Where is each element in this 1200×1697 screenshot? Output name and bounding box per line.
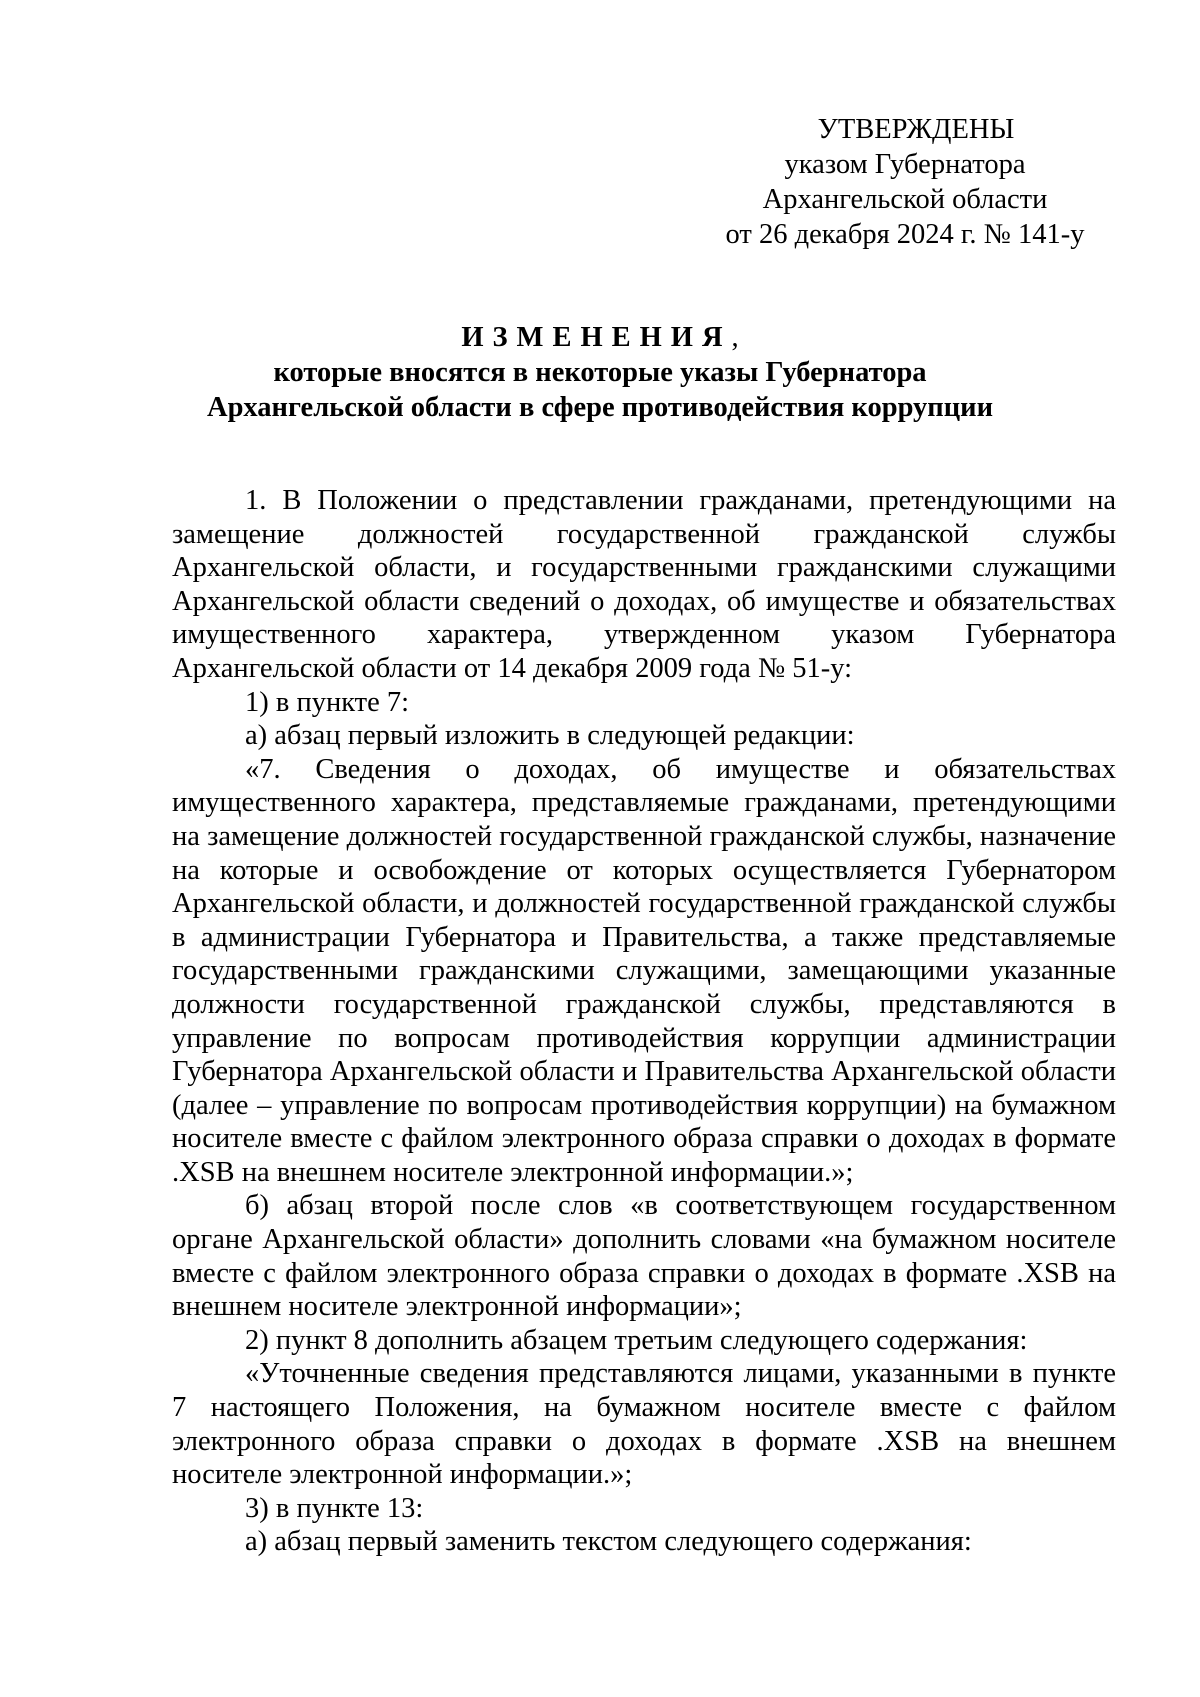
document-title-comma: , — [731, 322, 739, 353]
paragraph-subitem-1: 1) в пункте 7: — [245, 686, 410, 718]
approval-heading: УТВЕРЖДЕНЫ — [817, 114, 1015, 145]
approval-stamp-block — [680, 112, 1130, 252]
approval-date-number-line: от 26 декабря 2024 г. № 141-у — [725, 219, 1085, 250]
paragraph-quote-point-7: «7. Сведения о доходах, об имуществе и обязательствах имущественного характера, представляемые гражданами, претендующими на замещение должностей государственной гражданской службы, назначение на которые и освобождение от которых осуществляется Губернатором Архангельской области, и должностей государственной гражданской службы в администрации Губернатора и Правительства, а также представляемые государственными гражданскими служащими, замещающими указанные должности государственной гражданской службы, представляются в управление по вопросам противодействия коррупции администрации Губернатора Архангельской области и Правительства Архангельской области (далее – управление по вопросам противодействия коррупции) на бумажном носителе вместе с файлом электронного образа справки о доходах в формате .XSB на внешнем носителе электронной информации.»; — [172, 753, 1116, 1188]
document-title-block — [150, 320, 1050, 425]
approval-region-line: Архангельской области — [762, 184, 1048, 215]
paragraph-subitem-3a: а) абзац первый заменить текстом следующего содержания: — [245, 1526, 972, 1558]
document-subtitle-line-2: Архангельской области в сфере противодействия коррупции — [207, 392, 993, 423]
paragraph-subitem-3: 3) в пункте 13: — [245, 1492, 424, 1524]
paragraph-subitem-2: 2) пункт 8 дополнить абзацем третьим следующего содержания: — [245, 1324, 1028, 1356]
document-title — [150, 320, 1050, 355]
document-subtitle-line-1: которые вносятся в некоторые указы Губернатора — [273, 357, 927, 388]
document-title-main: ИЗМЕНЕНИЯ — [461, 322, 732, 353]
paragraph-item-1: 1. В Положении о представлении гражданами, претендующими на замещение должностей государственной гражданской службы Архангельской области, и государственными гражданскими служащими Архангельской области сведений о доходах, об имуществе и обязательствах имущественного характера, утвержденном указом Губернатора Архангельской области от 14 декабря 2009 года № 51-у: — [172, 485, 1116, 684]
document-body — [172, 484, 1116, 1559]
paragraph-subitem-1b: б) абзац второй после слов «в соответствующем государственном органе Архангельской области» дополнить словами «на бумажном носителе вместе с файлом электронного образа справки о доходах в формате .XSB на внешнем носителе электронной информации»; — [172, 1190, 1116, 1323]
paragraph-quote-clarified: «Уточненные сведения представляются лицами, указанными в пункте 7 настоящего Положения, на бумажном носителе вместе с файлом электронного образа справки о доходах в формате .XSB на внешнем носителе электронной информации.»; — [172, 1358, 1116, 1491]
paragraph-subitem-1a: а) абзац первый изложить в следующей редакции: — [245, 720, 855, 752]
approval-decree-line: указом Губернатора — [784, 149, 1026, 180]
